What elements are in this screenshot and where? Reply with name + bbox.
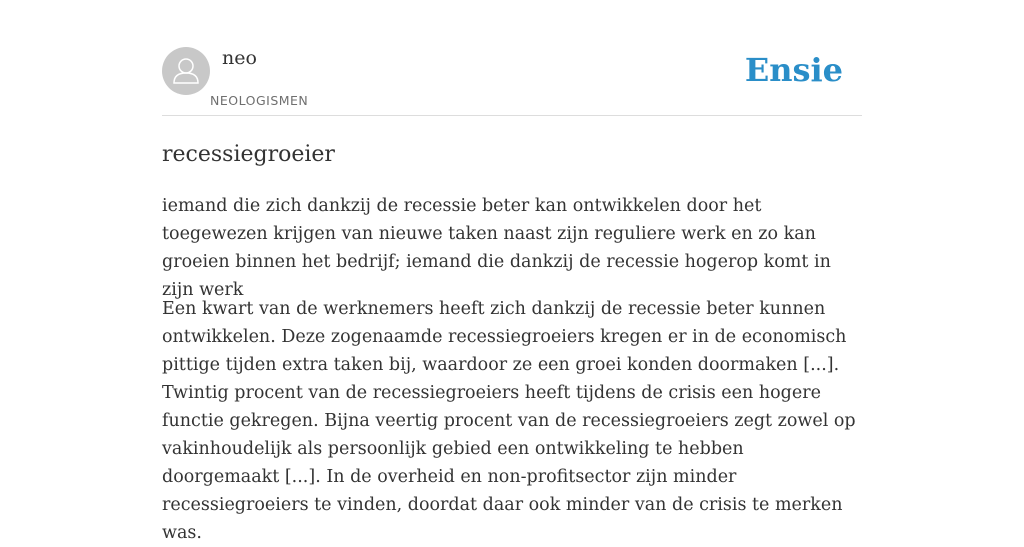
user-avatar-icon[interactable] [162, 47, 210, 95]
author-name[interactable]: neo [222, 47, 257, 69]
brand-logo[interactable]: Ensie [744, 51, 843, 89]
entry-quote: Een kwart van de werknemers heeft zich dankzij de recessie beter kunnen ontwikkelen. Deze zogenaamde recessiegroeiers kregen er in de economisch pittige tijden extra taken bij, waardoor ze een groei konden doormaken [...]. Twintig procent van de recessiegroeiers heeft tijdens de crisis een hogere functie gekregen. Bijna veertig procent van de recessiegroeiers zegt zowel op vakinhoudelijk als persoonlijk gebied een ontwikkeling te hebben doorgemaakt [...]. In de overheid en non-profitsector zijn minder recessiegroeiers te vinden, doordat daar ook minder van de crisis te merken was. [162, 299, 856, 543]
collection-label[interactable]: NEOLOGISMEN [210, 93, 309, 108]
header-divider [162, 115, 862, 116]
entry-definition: iemand die zich dankzij de recessie beter kan ontwikkelen door het toegewezen krijgen van nieuwe taken naast zijn reguliere werk en zo kan groeien binnen het bedrijf; iemand die dankzij de recessie hogerop komt in zijn werk [162, 196, 831, 300]
entry-title: recessiegroeier [162, 142, 335, 167]
